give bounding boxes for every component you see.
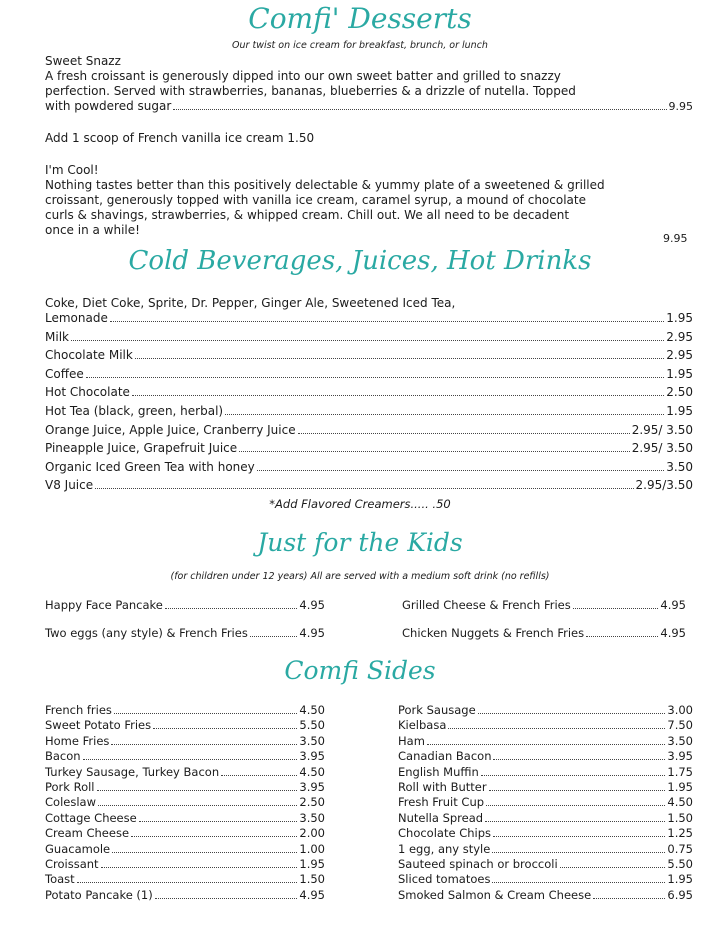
side-row-right <box>398 857 693 872</box>
side-row-left <box>45 749 325 764</box>
item-price: 4.95 <box>660 626 686 640</box>
sweet-snazz-price-row <box>45 99 693 114</box>
side-row-right <box>398 826 693 841</box>
item-price: 1.95 <box>666 404 693 418</box>
side-row-right <box>398 842 693 857</box>
item-price: 3.50 <box>299 810 325 825</box>
side-row-left <box>45 795 325 810</box>
beverage-row <box>45 404 693 419</box>
item-name: Guacamole <box>45 841 111 856</box>
item-name: Croissant <box>45 857 99 871</box>
kids-row <box>402 598 686 613</box>
item-price: 2.95 <box>666 329 693 344</box>
item-price: 1.50 <box>299 872 325 887</box>
item-price: 3.00 <box>667 703 693 717</box>
item-price: 6.95 <box>667 887 693 902</box>
item-price: 3.95 <box>299 780 325 794</box>
item-name: Home Fries <box>45 733 110 748</box>
beverage-row <box>45 367 693 382</box>
item-price: 3.95 <box>667 749 693 764</box>
item-name: Happy Face Pancake <box>45 598 163 612</box>
item-name: Smoked Salmon & Cream Cheese <box>398 887 592 902</box>
kids-title: Just for the Kids <box>257 528 463 557</box>
item-name: Grilled Cheese & French Fries <box>402 598 571 612</box>
item-price: 1.95 <box>667 780 693 794</box>
item-name: Hot Tea (black, green, herbal) <box>45 404 224 418</box>
item-price: 3.50 <box>667 733 693 748</box>
item-name: Coleslaw <box>45 795 96 810</box>
im-cool-desc: once in a while! <box>45 223 140 237</box>
item-name: Pork Sausage <box>398 703 476 717</box>
item-price: 4.50 <box>667 795 693 810</box>
beverages-title: Cold Beverages, Juices, Hot Drinks <box>128 246 592 276</box>
beverage-row <box>45 460 693 475</box>
side-row-left <box>45 718 325 733</box>
side-row-right <box>398 811 693 826</box>
item-price: 2.50 <box>666 385 693 400</box>
item-price: 4.95 <box>299 626 325 640</box>
ice-cream-addon: Add 1 scoop of French vanilla ice cream 1.50 <box>45 131 315 145</box>
item-price: 2.95/ 3.50 <box>631 441 693 456</box>
item-price: 1.95 <box>666 311 693 325</box>
item-price: 4.95 <box>299 598 325 612</box>
item-name: Cream Cheese <box>45 826 130 841</box>
side-row-left <box>45 857 325 872</box>
item-name: Ham <box>398 733 425 748</box>
item-price: 4.95 <box>660 598 686 612</box>
side-row-left <box>45 842 325 857</box>
soda-list: Coke, Diet Coke, Sprite, Dr. Pepper, Ginger Ale, Sweetened Iced Tea, <box>45 296 456 310</box>
side-row-left <box>45 780 325 795</box>
kids-row <box>45 626 325 641</box>
kids-row <box>402 626 686 641</box>
item-price: 1.50 <box>667 810 693 825</box>
side-row-left <box>45 888 325 903</box>
beverage-row <box>45 348 693 363</box>
beverage-row <box>45 423 693 438</box>
item-price: 5.50 <box>299 718 325 733</box>
side-row-right <box>398 795 693 810</box>
item-price: 1.95 <box>666 366 693 381</box>
im-cool-desc: croissant, generously topped with vanilla ice cream, caramel syrup, a mound of chocolate <box>45 193 586 207</box>
item-name: Sweet Potato Fries <box>45 718 152 733</box>
item-price: 2.50 <box>299 795 325 810</box>
creamer-note: *Add Flavored Creamers..... .50 <box>269 497 451 511</box>
im-cool-name: I'm Cool! <box>45 163 99 177</box>
side-row-right <box>398 765 693 780</box>
desserts-title: Comfi' Desserts <box>248 2 472 35</box>
item-name: Orange Juice, Apple Juice, Cranberry Juice <box>45 422 296 437</box>
item-price: 2.95/3.50 <box>635 478 693 493</box>
side-row-right <box>398 703 693 718</box>
item-name: Sauteed spinach or broccoli <box>398 857 558 871</box>
item-price: 1.95 <box>299 857 325 871</box>
side-row-right <box>398 734 693 749</box>
item-price: 0.75 <box>667 841 693 856</box>
sides-title: Comfi Sides <box>284 656 436 685</box>
item-price: 4.95 <box>299 887 325 902</box>
item-name: Canadian Bacon <box>398 749 492 764</box>
item-name: Bacon <box>45 749 81 764</box>
item-name: Pineapple Juice, Grapefruit Juice <box>45 441 238 456</box>
item-name: Milk <box>45 329 69 344</box>
sweet-snazz-desc: A fresh croissant is generously dipped into our own sweet batter and grilled to snazzy <box>45 69 561 83</box>
beverage-row <box>45 330 693 345</box>
item-name: Sliced tomatoes <box>398 872 491 887</box>
item-name: Hot Chocolate <box>45 385 130 400</box>
beverage-row <box>45 311 693 326</box>
item-name: Chocolate Milk <box>45 348 133 363</box>
beverage-row <box>45 441 693 456</box>
sweet-snazz-desc: with powdered sugar <box>45 99 172 113</box>
item-price: 1.25 <box>667 826 693 841</box>
item-name: Roll with Butter <box>398 780 487 794</box>
item-name: Two eggs (any style) & French Fries <box>45 626 248 640</box>
item-name: Fresh Fruit Cup <box>398 795 485 810</box>
item-name: Chocolate Chips <box>398 826 491 841</box>
im-cool-price: 9.95 <box>663 232 688 245</box>
item-price: 5.50 <box>667 857 693 871</box>
item-price: 3.50 <box>666 459 693 474</box>
im-cool-desc: Nothing tastes better than this positively delectable & yummy plate of a sweetened & grilled <box>45 178 605 192</box>
side-row-right <box>398 749 693 764</box>
kids-note: (for children under 12 years) All are served with a medium soft drink (no refills) <box>170 571 550 582</box>
item-name: English Muffin <box>398 764 479 779</box>
item-price: 4.50 <box>299 703 325 717</box>
item-name: Toast <box>45 872 75 887</box>
item-price: 7.50 <box>667 718 693 733</box>
item-name: Organic Iced Green Tea with honey <box>45 459 255 474</box>
item-name: Pork Roll <box>45 780 95 794</box>
beverage-row <box>45 385 693 400</box>
im-cool-desc: curls & shavings, strawberries, & whipped cream. Chill out. We all need to be decadent <box>45 208 570 222</box>
item-price: 3.95 <box>299 749 325 764</box>
desserts-subtitle: Our twist on ice cream for breakfast, brunch, or lunch <box>232 40 488 51</box>
sweet-snazz-price: 9.95 <box>668 100 693 113</box>
side-row-left <box>45 765 325 780</box>
item-price: 2.95 <box>666 348 693 363</box>
side-row-left <box>45 703 325 718</box>
item-name: V8 Juice <box>45 478 94 493</box>
item-name: Cottage Cheese <box>45 810 137 825</box>
beverage-row <box>45 478 693 493</box>
item-price: 2.00 <box>299 826 325 841</box>
kids-row <box>45 598 325 613</box>
item-name: French fries <box>45 703 112 717</box>
item-price: 3.50 <box>299 733 325 748</box>
side-row-left <box>45 826 325 841</box>
side-row-right <box>398 780 693 795</box>
side-row-left <box>45 872 325 887</box>
item-price: 1.95 <box>667 872 693 887</box>
item-price: 2.95/ 3.50 <box>631 422 693 437</box>
item-name: Kielbasa <box>398 718 447 733</box>
sweet-snazz-desc: perfection. Served with strawberries, bananas, blueberries & a drizzle of nutella. Topped <box>45 84 576 98</box>
item-name: 1 egg, any style <box>398 841 491 856</box>
side-row-right <box>398 718 693 733</box>
item-price: 4.50 <box>299 764 325 779</box>
item-name: Nutella Spread <box>398 810 484 825</box>
item-name: Chicken Nuggets & French Fries <box>402 626 585 640</box>
side-row-left <box>45 734 325 749</box>
item-name: Lemonade <box>45 311 108 325</box>
side-row-left <box>45 811 325 826</box>
item-name: Potato Pancake (1) <box>45 887 153 902</box>
side-row-right <box>398 888 693 903</box>
item-price: 1.00 <box>299 841 325 856</box>
item-name: Coffee <box>45 366 84 381</box>
item-price: 1.75 <box>667 764 693 779</box>
side-row-right <box>398 872 693 887</box>
sweet-snazz-name: Sweet Snazz <box>45 54 121 68</box>
item-name: Turkey Sausage, Turkey Bacon <box>45 764 220 779</box>
